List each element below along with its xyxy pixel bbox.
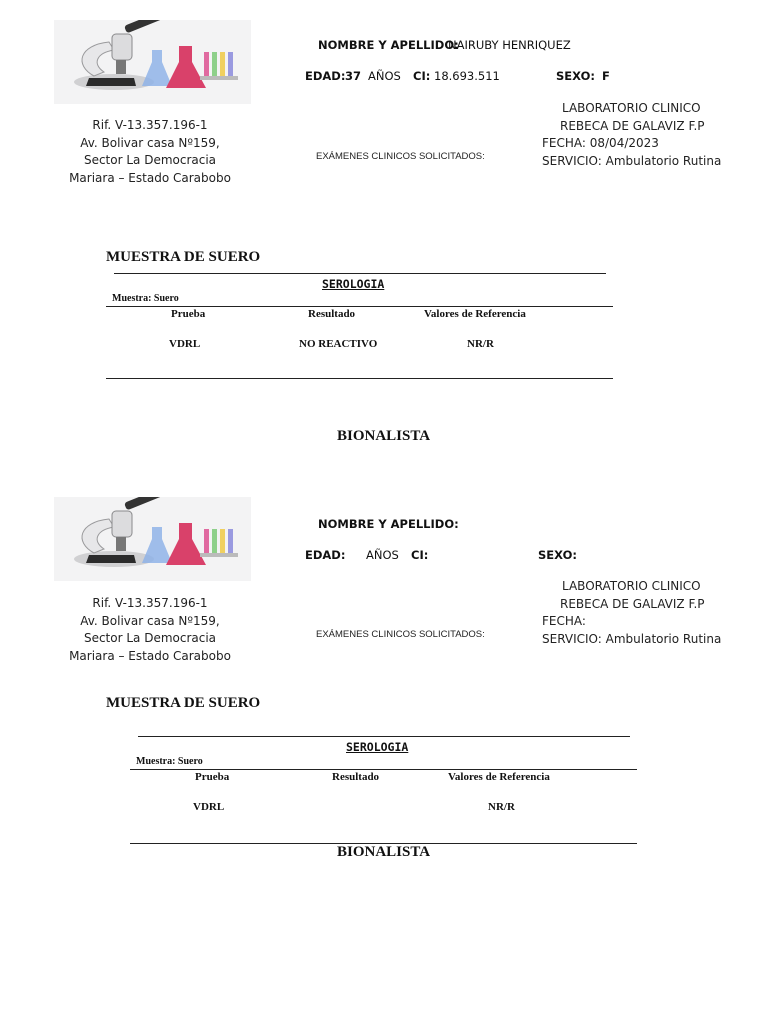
lab-logo: [54, 497, 251, 581]
section-title: MUESTRA DE SUERO: [106, 249, 261, 265]
lab-name: LABORATORIO CLINICO: [562, 579, 701, 593]
divider: [114, 273, 606, 274]
microscope-flask-icon: [54, 497, 251, 581]
address-line: Av. Bolivar casa Nº159,: [80, 613, 220, 628]
edad-value: 37: [345, 69, 362, 83]
name-label: NOMBRE Y APELLIDO:: [318, 517, 459, 531]
edad-label: EDAD:: [305, 69, 346, 83]
servicio: SERVICIO: Ambulatorio Rutina: [542, 631, 722, 646]
divider: [130, 769, 637, 770]
rif-line: Rif. V-13.357.196-1: [92, 596, 208, 610]
muestra-label: Muestra: Suero: [136, 756, 203, 767]
signature-label: BIONALISTA: [337, 428, 431, 444]
address-line: Av. Bolivar casa Nº159,: [80, 135, 220, 150]
col-prueba: Prueba: [171, 308, 206, 320]
row-referencia: NR/R: [488, 801, 515, 813]
city-line: Mariara – Estado Carabobo: [69, 648, 231, 663]
ci-label: CI:: [413, 69, 431, 83]
exams-label: EXÁMENES CLINICOS SOLICITADOS:: [316, 629, 485, 640]
sexo-label: SEXO:: [538, 548, 577, 562]
lab-owner: REBECA DE GALAVIZ F.P: [560, 118, 705, 133]
edad-label: EDAD:: [305, 548, 346, 562]
rif-line: Rif. V-13.357.196-1: [92, 118, 208, 132]
ci-value: 18.693.511: [434, 69, 500, 83]
serologia-heading: SEROLOGIA: [346, 740, 409, 754]
lab-info: [542, 578, 721, 648]
divider: [138, 736, 630, 737]
lab-owner: REBECA DE GALAVIZ F.P: [560, 596, 705, 611]
servicio: SERVICIO: Ambulatorio Rutina: [542, 153, 722, 168]
name-label: NOMBRE Y APELLIDO:: [318, 38, 459, 52]
clinic-address: [40, 117, 260, 187]
fecha: FECHA: 08/04/2023: [542, 136, 659, 150]
section-title: MUESTRA DE SUERO: [106, 695, 261, 711]
sexo-label: SEXO:: [556, 69, 595, 83]
exams-label: EXÁMENES CLINICOS SOLICITADOS:: [316, 151, 485, 162]
lab-name: LABORATORIO CLINICO: [562, 101, 701, 115]
name-value: NAIRUBY HENRIQUEZ: [448, 38, 571, 52]
col-resultado: Resultado: [308, 308, 356, 320]
city-line: Mariara – Estado Carabobo: [69, 170, 231, 185]
divider: [106, 378, 613, 379]
muestra-label: Muestra: Suero: [112, 293, 179, 304]
lab-info: [542, 100, 721, 170]
ci-label: CI:: [411, 548, 429, 562]
sector-line: Sector La Democracia: [83, 153, 217, 167]
fecha: FECHA:: [542, 614, 586, 628]
row-referencia: NR/R: [467, 338, 494, 350]
anos-label: AÑOS: [366, 548, 399, 562]
serologia-heading: SEROLOGIA: [322, 277, 385, 291]
divider: [106, 306, 613, 307]
sector-line: Sector La Democracia: [83, 631, 217, 645]
signature-label: BIONALISTA: [337, 844, 431, 860]
row-prueba: VDRL: [193, 801, 225, 813]
lab-logo: [54, 20, 251, 104]
col-resultado: Resultado: [332, 771, 380, 783]
clinic-address: [40, 595, 260, 665]
row-prueba: VDRL: [169, 338, 201, 350]
microscope-flask-icon: [54, 20, 251, 104]
col-referencia: Valores de Referencia: [424, 308, 526, 320]
row-resultado: NO REACTIVO: [299, 338, 378, 350]
col-referencia: Valores de Referencia: [448, 771, 550, 783]
sexo-value: F: [602, 69, 610, 83]
anos-label: AÑOS: [368, 69, 401, 83]
col-prueba: Prueba: [195, 771, 230, 783]
